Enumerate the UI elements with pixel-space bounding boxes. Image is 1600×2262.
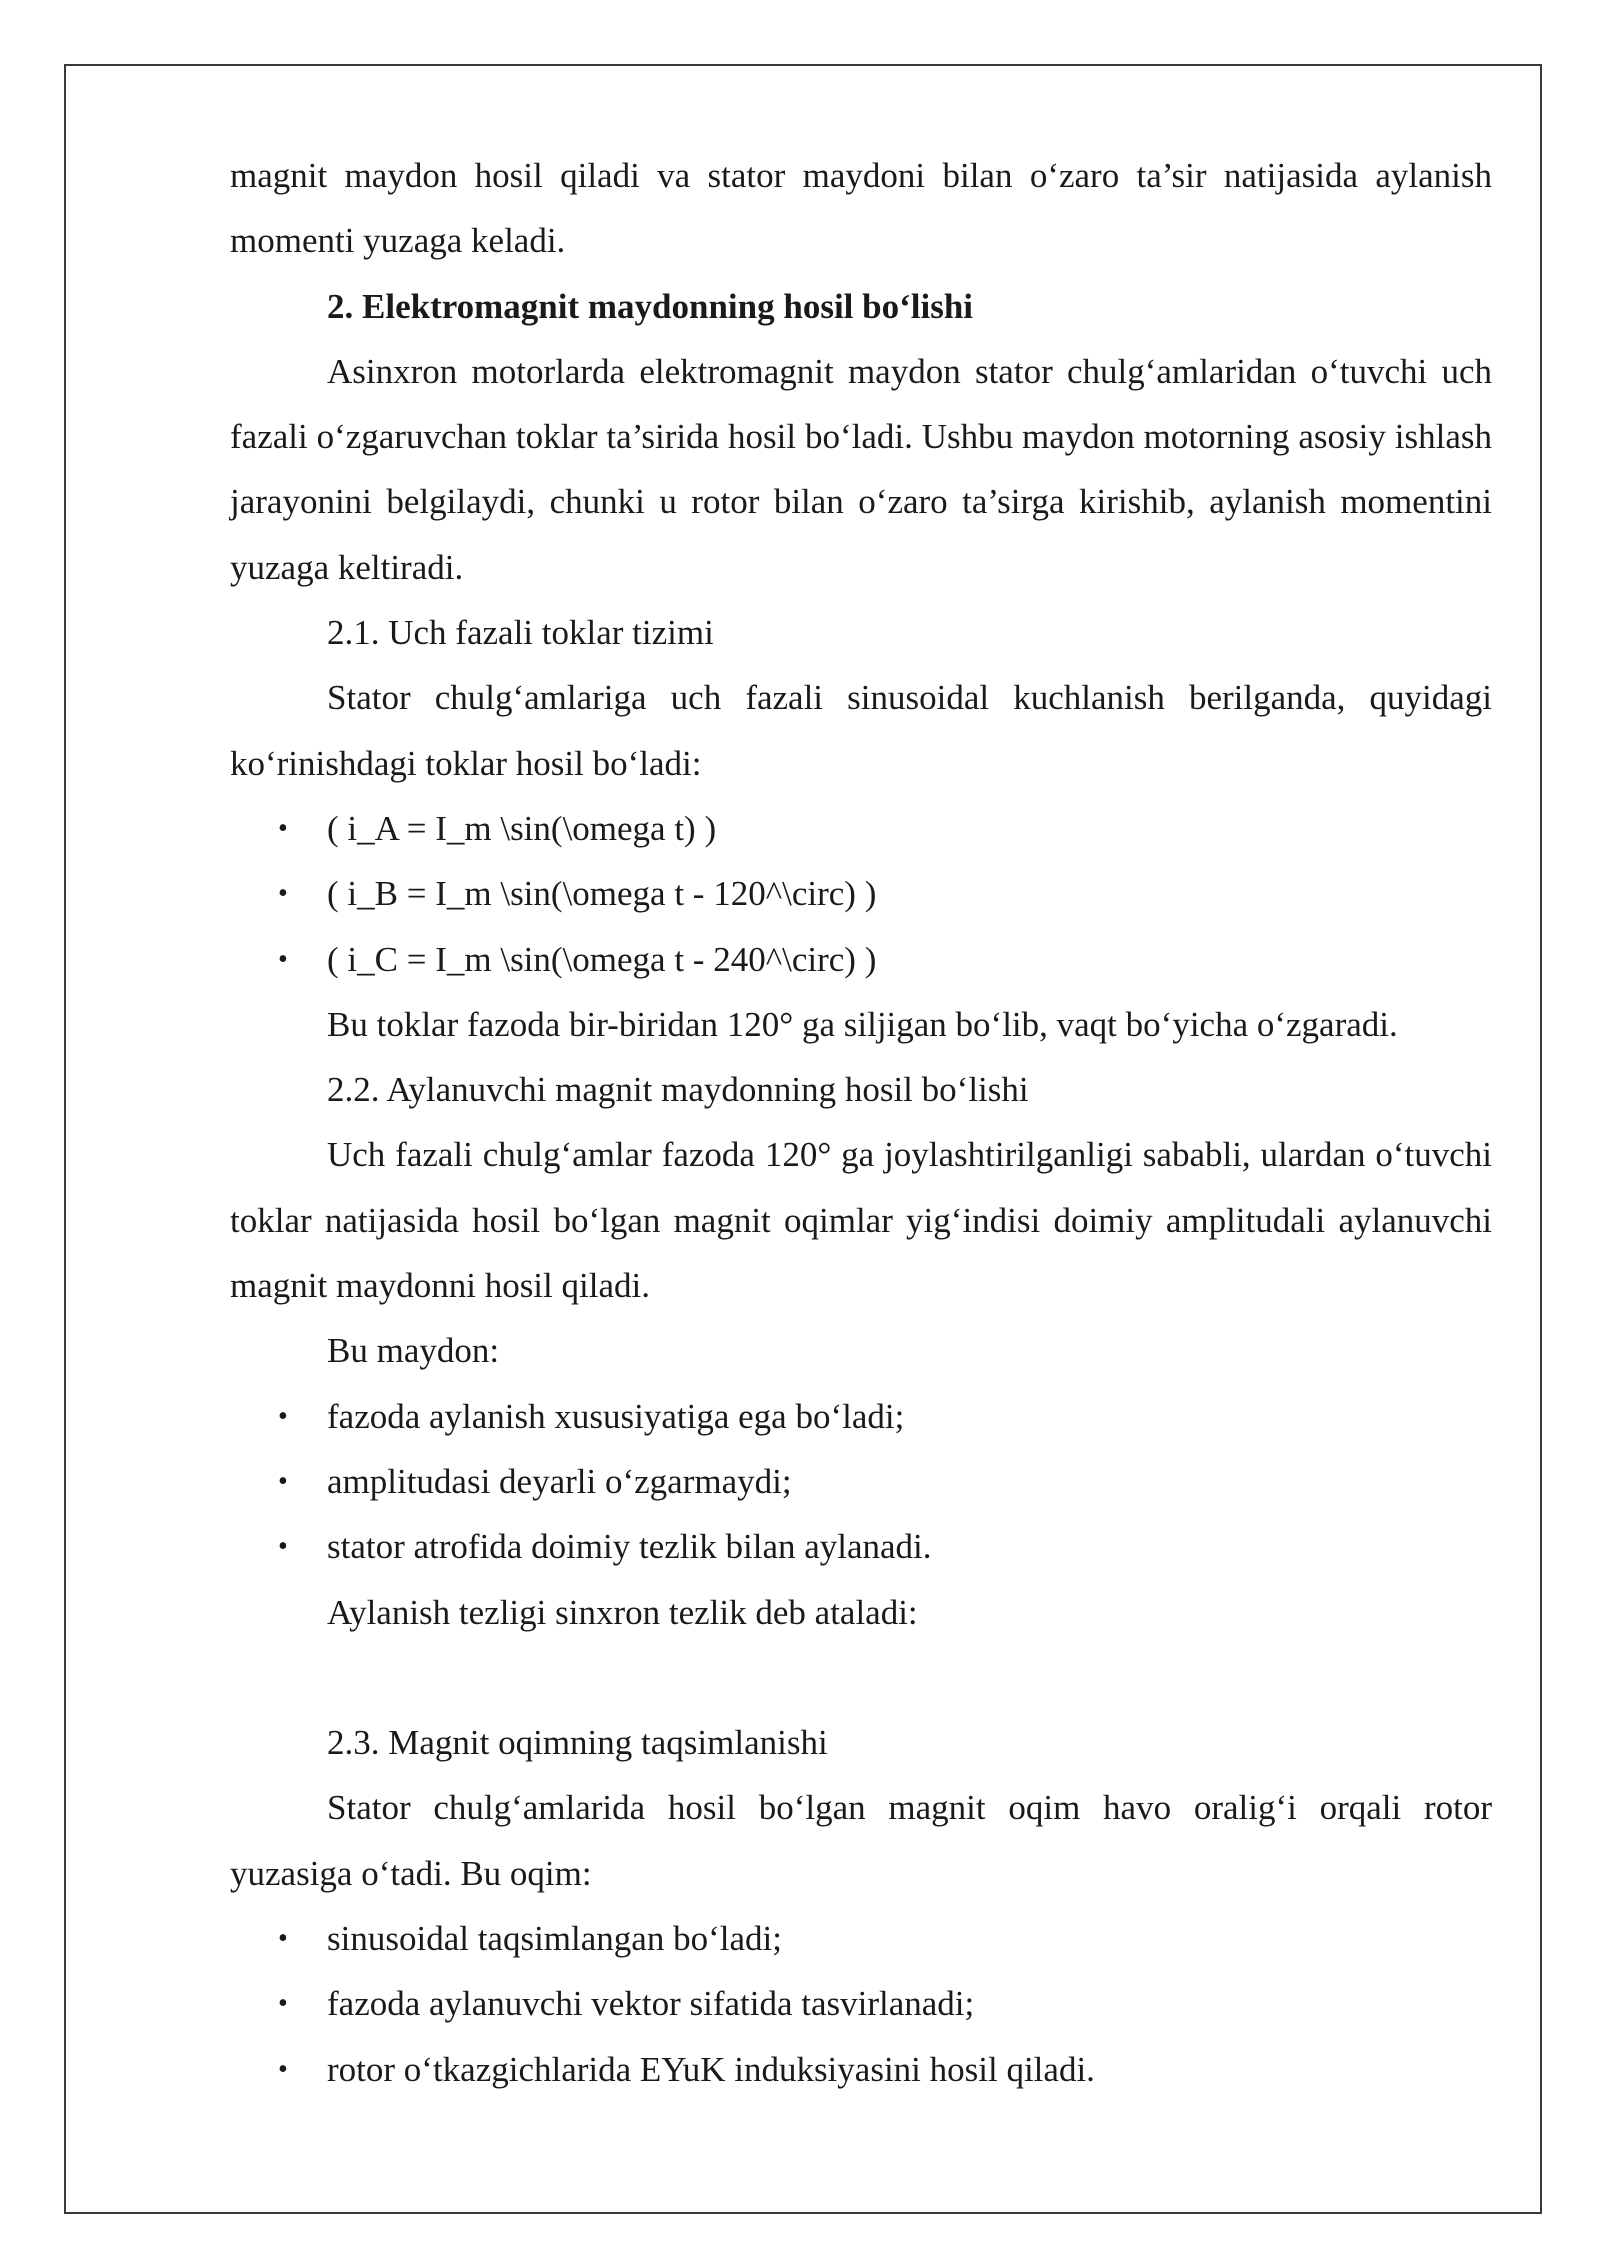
intro-line-2: momenti yuzaga keladi. <box>230 221 566 261</box>
bullet-icon: • <box>278 1923 288 1955</box>
subsection-paragraph-2-2: Uch fazali chulg‘amlar fazoda 120° ga joylashtirilganligi sababli, ulardan o‘tuvchi toklar natijasida hosil bo‘lgan magnit oqimlar yig‘indisi doimiy amplitudali aylanuvchi magnit maydonni hosil qiladi. <box>230 1135 1492 1306</box>
section-heading: 2. Elektromagnit maydonning hosil bo‘lishi <box>327 286 974 326</box>
list-item-text: fazoda aylanuvchi vektor sifatida tasvirlanadi; <box>327 1984 975 2024</box>
list-item-text: sinusoidal taqsimlangan bo‘ladi; <box>327 1919 782 1959</box>
list-item <box>230 2037 1492 2102</box>
subsection-paragraph-2-1: Stator chulg‘amlariga uch fazali sinusoidal kuchlanish berilganda, quyidagi ko‘rinishdagi toklar hosil bo‘ladi: <box>230 678 1492 783</box>
formula-text: ( i_B = I_m \sin(\omega t - 120^\circ) ) <box>327 874 877 914</box>
document-body <box>230 143 1492 2102</box>
bullet-icon: • <box>278 812 288 844</box>
subsection-heading-2-3: 2.3. Magnit oqimning taqsimlanishi <box>327 1723 828 1763</box>
list-item <box>230 927 1492 992</box>
list-item <box>230 1514 1492 1579</box>
list-item <box>230 861 1492 926</box>
bullet-icon: • <box>278 878 288 910</box>
subsection-intro-2-2: Bu maydon: <box>327 1331 500 1371</box>
bullet-icon: • <box>278 1531 288 1563</box>
list-item-text: amplitudasi deyarli o‘zgarmaydi; <box>327 1461 792 1501</box>
subsection-heading-2-1: 2.1. Uch fazali toklar tizimi <box>327 613 714 653</box>
flux-property-list <box>230 1906 1492 2102</box>
formula-text: ( i_C = I_m \sin(\omega t - 240^\circ) ) <box>327 939 877 979</box>
subsection-note-2-1: Bu toklar fazoda bir-biridan 120° ga siljigan bo‘lib, vaqt bo‘yicha o‘zgaradi. <box>327 1004 1398 1044</box>
list-item <box>230 1971 1492 2036</box>
subsection-note-2-2: Aylanish tezligi sinxron tezlik deb ataladi: <box>327 1592 918 1632</box>
intro-line-1: magnit maydon hosil qiladi va stator maydoni bilan o‘zaro ta’sir natijasida aylanish <box>230 156 1492 195</box>
property-list <box>230 1384 1492 1580</box>
bullet-icon: • <box>278 943 288 975</box>
bullet-icon: • <box>278 1465 288 1497</box>
list-item-text: stator atrofida doimiy tezlik bilan aylanadi. <box>327 1527 932 1567</box>
section-paragraph: Asinxron motorlarda elektromagnit maydon stator chulg‘amlaridan o‘tuvchi uch fazali o‘zgaruvchan toklar ta’sirida hosil bo‘ladi. Ushbu maydon motorning asosiy ishlash jarayonini belgilaydi, chunki u rotor bilan o‘zaro ta’sirga kirishib, aylanish momentini yuzaga keltiradi. <box>230 351 1492 587</box>
list-item-text: rotor o‘tkazgichlarida EYuK induksiyasini hosil qiladi. <box>327 2049 1095 2089</box>
formula-text: ( i_A = I_m \sin(\omega t) ) <box>327 808 717 848</box>
list-item-text: fazoda aylanish xususiyatiga ega bo‘ladi; <box>327 1396 905 1436</box>
bullet-icon: • <box>278 1400 288 1432</box>
formula-list <box>230 796 1492 992</box>
bullet-icon: • <box>278 2053 288 2085</box>
list-item <box>230 796 1492 861</box>
subsection-paragraph-2-3: Stator chulg‘amlarida hosil bo‘lgan magnit oqim havo oralig‘i orqali rotor yuzasiga o‘tadi. Bu oqim: <box>230 1788 1492 1893</box>
list-item <box>230 1384 1492 1449</box>
subsection-heading-2-2: 2.2. Aylanuvchi magnit maydonning hosil bo‘lishi <box>327 1070 1029 1110</box>
blank-line <box>230 1645 1492 1710</box>
list-item <box>230 1449 1492 1514</box>
bullet-icon: • <box>278 1988 288 2020</box>
list-item <box>230 1906 1492 1971</box>
